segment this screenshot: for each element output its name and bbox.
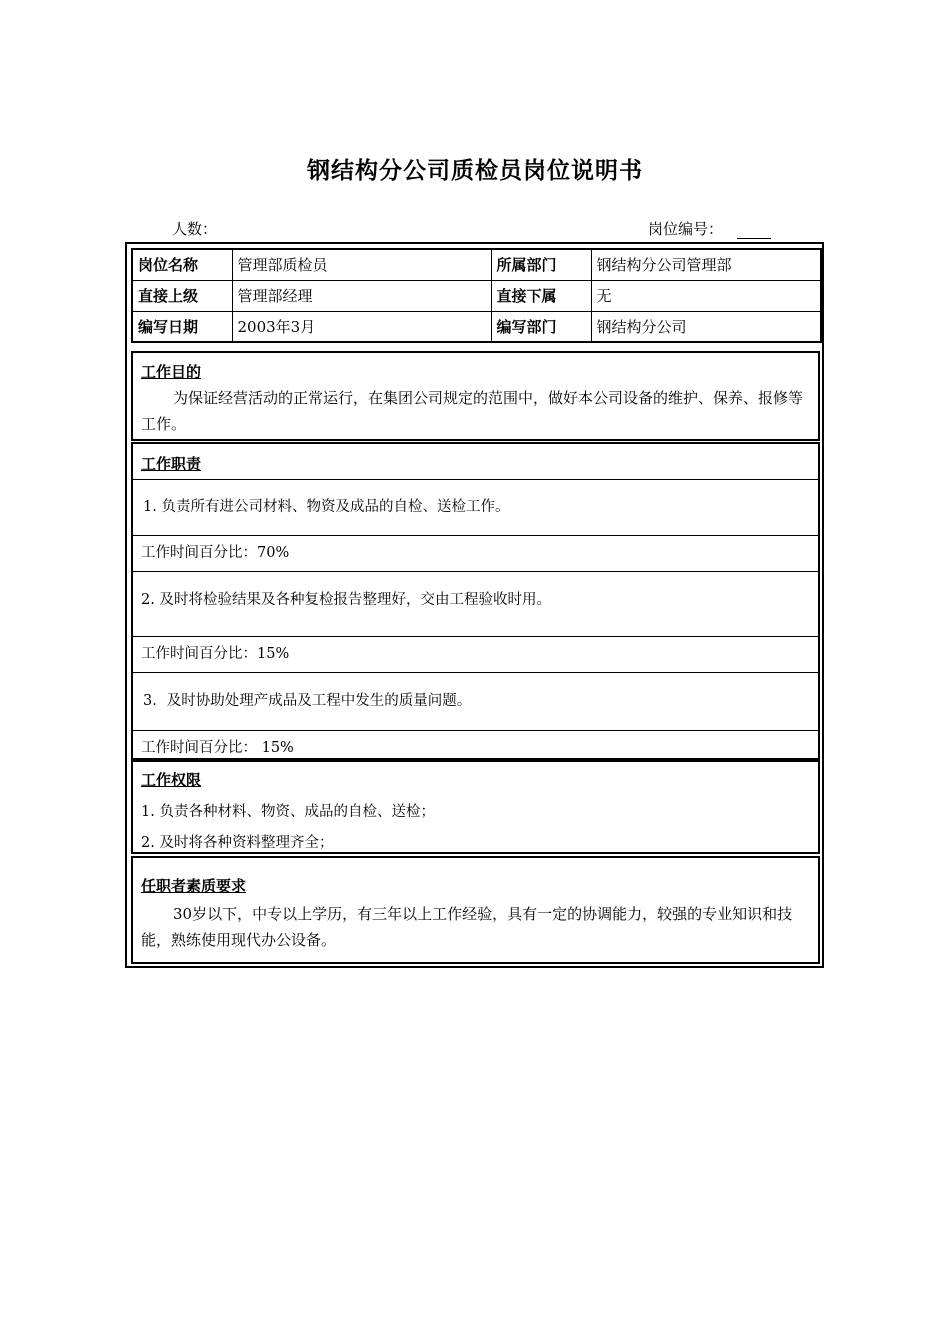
- duty-item: 1. 负责所有进公司材料、物资及成品的自检、送检工作。: [143, 499, 510, 515]
- headcount-label: 人数：: [172, 220, 218, 238]
- info-label: 直接上级: [132, 280, 232, 311]
- divider: [133, 479, 818, 480]
- divider: [133, 571, 818, 572]
- info-row: [132, 280, 821, 311]
- divider: [133, 730, 818, 731]
- duty-time: 工作时间百分比：15%: [141, 646, 290, 662]
- duties-section: [131, 442, 820, 760]
- duty-time: 工作时间百分比：70%: [141, 545, 290, 561]
- info-label: 直接下属: [491, 280, 591, 311]
- info-label: 所属部门: [491, 249, 591, 280]
- info-label: 岗位名称: [132, 249, 232, 280]
- authority-heading: 工作权限: [141, 771, 202, 789]
- info-row: [132, 311, 821, 342]
- info-value: 管理部质检员: [232, 249, 491, 280]
- duty-item: 2. 及时将检验结果及各种复检报告整理好，交由工程验收时用。: [141, 592, 551, 608]
- purpose-text: 为保证经营活动的正常运行，在集团公司规定的范围中，做好本公司设备的维护、保养、报修等工作。: [141, 389, 804, 433]
- info-value: 管理部经理: [232, 280, 491, 311]
- qualifications-text: 30岁以下，中专以上学历，有三年以上工作经验，具有一定的协调能力，较强的专业知识和技能，熟练使用现代办公设备。: [141, 905, 793, 949]
- document-title: 钢结构分公司质检员岗位说明书: [307, 158, 643, 184]
- divider: [133, 672, 818, 673]
- divider: [133, 636, 818, 637]
- info-table: [131, 248, 822, 343]
- position-number-label: 岗位编号：: [648, 220, 724, 238]
- divider: [133, 535, 818, 536]
- duty-item: 3．及时协助处理产成品及工程中发生的质量问题。: [143, 693, 472, 709]
- job-description-frame: [125, 242, 824, 968]
- position-number-blank: [737, 224, 771, 239]
- info-row: [132, 249, 821, 280]
- qualifications-section: [131, 856, 820, 964]
- info-label: 编写部门: [491, 311, 591, 342]
- info-label: 编写日期: [132, 311, 232, 342]
- purpose-heading: 工作目的: [141, 363, 202, 381]
- qualifications-heading: 任职者素质要求: [141, 877, 247, 895]
- position-number: [648, 218, 771, 239]
- info-value: 2003年3月: [232, 311, 491, 342]
- duty-time: 工作时间百分比： 15%: [141, 740, 294, 756]
- purpose-section: [131, 351, 820, 441]
- authority-section: [131, 760, 820, 854]
- duties-heading: 工作职责: [141, 455, 202, 473]
- info-value: 钢结构分公司管理部: [591, 249, 821, 280]
- authority-item: 2. 及时将各种资料整理齐全；: [141, 835, 334, 851]
- info-value: 无: [591, 280, 821, 311]
- authority-item: 1. 负责各种材料、物资、成品的自检、送检；: [141, 804, 435, 820]
- info-value: 钢结构分公司: [591, 311, 821, 342]
